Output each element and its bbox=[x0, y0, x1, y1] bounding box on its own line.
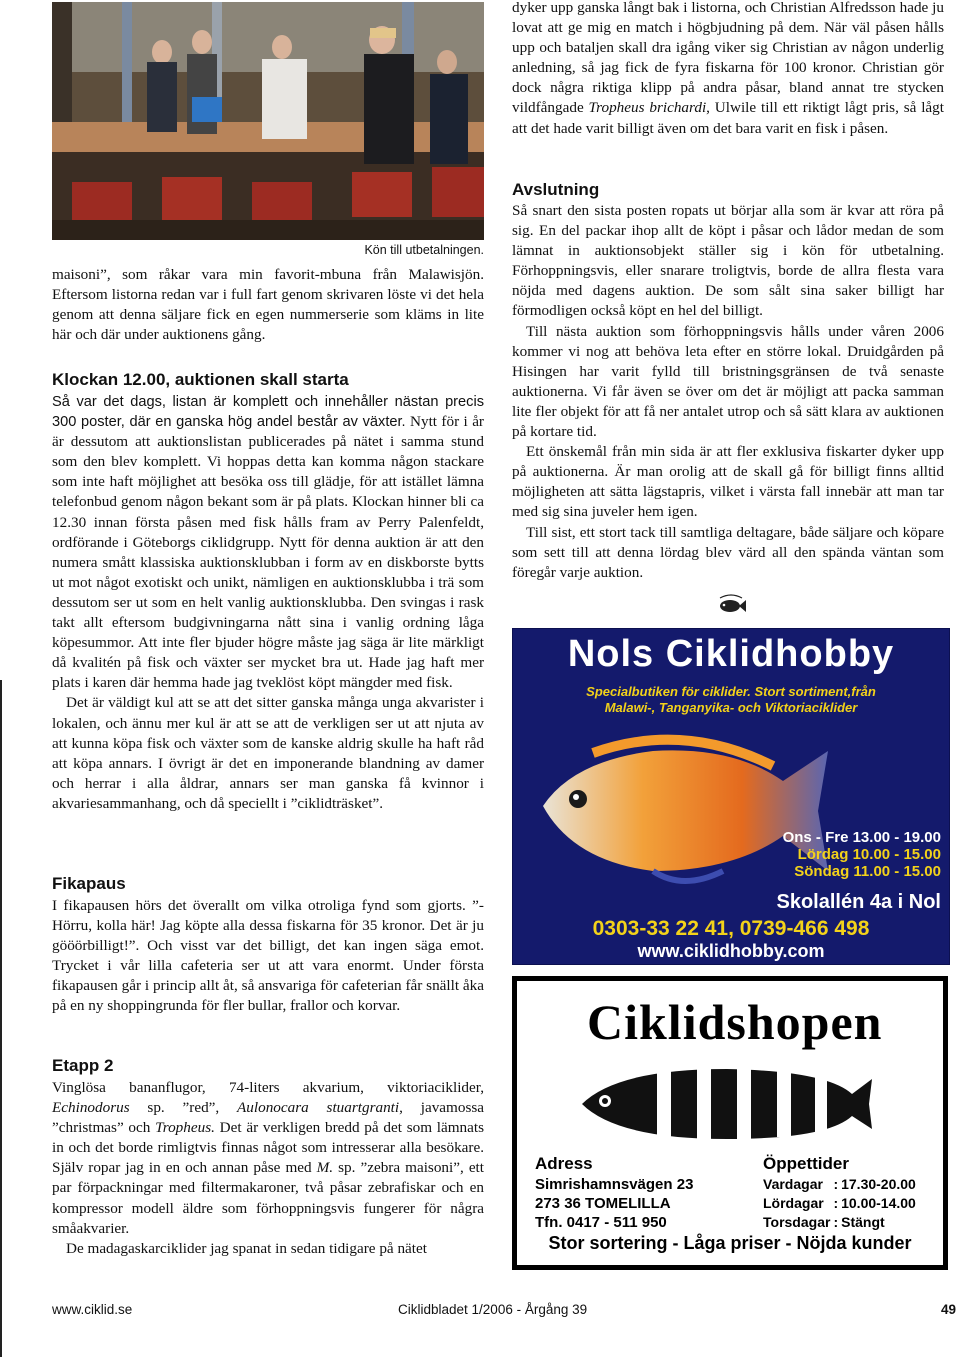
species-name: Aulonocara stuartgranti bbox=[237, 1099, 400, 1117]
ad-shop-phone: Tfn. 0417 - 511 950 bbox=[535, 1214, 667, 1231]
page-footer bbox=[52, 1302, 956, 1322]
ad-shop-street: Simrishamnsvägen 23 bbox=[535, 1176, 694, 1193]
ad-nols-hours-line: Lördag 10.00 - 15.00 bbox=[797, 846, 941, 863]
fikapaus-paragraph: I fikapausen hörs det överallt om vilka otroliga fynd som gjorts. ”- Hörru, kolla här! Jag köpte alla dessa fiskarna för 35 kronor. Det är ju gööörbilligt!”. Och visst var det billigt, det kan ingen säga emot. Trycket i vår lilla cafeteria ser ut att vara enormt. Under första fikapausen går i princip allt åt, så ansvariga för cafeterian får snällt åka på en ny shoppingrunda för fler bullar, frallor och korvar. bbox=[52, 897, 484, 1015]
continuation-paragraph bbox=[512, 0, 944, 139]
hours-time: 17.30-20.00 bbox=[841, 1176, 916, 1192]
ad-nols-tagline bbox=[513, 684, 949, 716]
etapp-text: sp. ”red”, bbox=[129, 1099, 238, 1117]
etapp-text: , javamossa ”christmas” och bbox=[52, 1099, 485, 1137]
hours-row bbox=[763, 1175, 919, 1194]
ad-shop-title: Ciklidshopen bbox=[587, 994, 883, 1050]
hours-day: Lördagar bbox=[763, 1195, 824, 1211]
striped-cichlid-icon bbox=[577, 1059, 877, 1144]
ad-shop-city: 273 36 TOMELILLA bbox=[535, 1195, 671, 1212]
photo-caption: Kön till utbetalningen. bbox=[364, 243, 484, 257]
etapp-paragraph bbox=[52, 1078, 484, 1239]
ad-shop-hours-block bbox=[763, 1153, 919, 1232]
ad-ciklidshopen[interactable] bbox=[512, 976, 948, 1270]
klockan-paragraph-2: Det är väldigt kul att se att det sitter ganska många unga akvarister i lokalen, och ännu mer kul är att se att de verkligen ser ut att njuta av att kunna köpa fisk och växter som de kanske aldrig skulle ha haft råd att köpa annars. I övrigt är det en imponerande blandning av damer och herrar i alla åldrar, annars ser man ganska få kvinnor i akvariesammanhang, och då speciellt i ”ciklidträsket”. bbox=[52, 694, 484, 812]
ad-shop-hours-table bbox=[763, 1175, 919, 1232]
ad-nols-address: Skolallén 4a i Nol bbox=[776, 891, 941, 913]
etapp-paragraph-2: De madagaskarciklider jag spanat in sedan tidigare på nätet bbox=[66, 1239, 427, 1257]
species-name: Echinodorus bbox=[52, 1099, 130, 1117]
ad-shop-address-block bbox=[535, 1153, 693, 1232]
ad-nols-hours bbox=[741, 829, 941, 880]
auction-photo bbox=[52, 2, 484, 240]
ad-shop-address-label: Adress bbox=[535, 1154, 593, 1173]
hours-sep: : bbox=[833, 1176, 839, 1192]
heading-fikapaus: Fikapaus bbox=[52, 874, 126, 893]
ad-nols-ciklidhobby[interactable] bbox=[512, 628, 950, 965]
avslutning-paragraph-4: Till sist, ett stort tack till samtliga deltagare, både säljare och köpare som sett till att denna lördag blev värd all den spända väntan som föregår varje auktion. bbox=[512, 523, 944, 581]
species-name: Tropheus. bbox=[155, 1119, 215, 1137]
species-name: M. bbox=[316, 1159, 334, 1177]
intro-paragraph: maisoni”, som råkar vara min favorit-mbuna från Malawisjön. Eftersom listorna redan var i full fart genom skrivaren löste vi det hela genom att denna säljare fick en egen nummerserie som kläms in lite här och där under auktionens gång. bbox=[52, 266, 484, 344]
etapp-text: sp. ”zebra maisoni”, ett par förpackningar med filtermakaroner, två påsar zebrafiskar och en kompressor modell äldre som förhoppningsvis fungerer för några småakvarier. bbox=[52, 1159, 484, 1237]
hours-day: Torsdagar bbox=[763, 1214, 831, 1230]
continuation-text: dyker upp ganska långt bak i listorna, och Christian Alfredsson hade ju lovat att ge mig en match i högbjudning på dem. När väl påsen hålls upp och bataljen skall dra igång viker sig Christian av någon underlig anledning, så jag fick de fyra fiskarna för 100 kronor. Christian gör dock några riktiga klipp på andra påsar, bland annat tre stycken vildfångade bbox=[512, 0, 944, 117]
ad-nols-tagline-line: Malawi-, Tanganyika- och Viktoriaciklider bbox=[604, 700, 858, 715]
heading-klockan: Klockan 12.00, auktionen skall starta bbox=[52, 370, 349, 389]
hours-time: 10.00-14.00 bbox=[841, 1195, 916, 1211]
page-number: 49 bbox=[940, 1302, 956, 1317]
hours-row bbox=[763, 1213, 919, 1232]
footer-site-link[interactable]: www.ciklid.se bbox=[52, 1302, 133, 1317]
ad-nols-phone: 0303-33 22 41, 0739-466 498 bbox=[592, 917, 870, 940]
species-name: Tropheus brichardi bbox=[588, 99, 707, 117]
ad-nols-hours-line: Söndag 11.00 - 15.00 bbox=[794, 863, 941, 880]
end-mark-fish-icon bbox=[716, 594, 746, 621]
hours-row bbox=[763, 1194, 919, 1213]
avslutning-paragraph-1: Så snart den sista posten ropats ut börjar alla som är kvar att röra på sig. En del packar ihop allt de köpt i påsar och lådor medan de som lämnat in auktionsobjekt ställer sig i kön för utbetalning. Förhoppningsvis, eller snarare troligtvis, borde de allra flesta vara nöjda med dagens auktion. De som sålt sina saker billigt har förmodligen också köpt en hel del billigt. bbox=[512, 202, 944, 320]
ad-nols-title: Nols Ciklidhobby bbox=[567, 633, 895, 675]
ad-nols-tagline-line: Specialbutiken för ciklider. Stort sortiment,från bbox=[586, 684, 876, 699]
hours-sep: : bbox=[833, 1214, 839, 1230]
hours-sep: : bbox=[833, 1195, 839, 1211]
ad-nols-hours-line: Ons - Fre 13.00 - 19.00 bbox=[782, 829, 941, 846]
heading-etapp-2: Etapp 2 bbox=[52, 1056, 114, 1075]
ad-shop-slogan: Stor sortering - Låga priser - Nöjda kunder bbox=[548, 1233, 912, 1253]
hours-day: Vardagar bbox=[763, 1176, 823, 1192]
ad-nols-website-link[interactable]: www.ciklidhobby.com bbox=[637, 941, 825, 961]
hours-time: Stängt bbox=[841, 1214, 885, 1230]
etapp-text: Vinglösa bananflugor, 74-liters akvarium, viktoriaciklider, bbox=[52, 1079, 484, 1096]
etapp-text: Det är verkligen bredd på det som lämnats in och det borde rimligtvis finnas något som intresserar alla besökare. Själv ropar jag in en och annan påse med bbox=[52, 1119, 484, 1177]
page-edge-divider bbox=[0, 680, 2, 1357]
avslutning-paragraph-2: Till nästa auktion som förhoppningsvis hålls under våren 2006 kommer vi nog att behöva leta efter en större lokal. Druidgården på Hisingen har varit fylld till bristningsgränsen de två senaste auktionerna. Vi får även se över om det är möjligt att packa samman lite fler objekt för att få ner antalet utrop och så sätt klara av auktionen på kortare tid. bbox=[512, 322, 944, 441]
klockan-body: Nytt för i år är dessutom att auktionslistan publicerades på nätet i samma stund som den blev komplett. Vi hoppas detta kan komma någon stackare som inte haft möjlighet att besöka oss till glädje, för att istället lämna telefonbud genom någon bekant som är på plats. Klockan hinner bli ca 12.30 innan första påsen med fisk hålls fram av Perry Palenfeldt, ordförande i Göteborgs ciklidgrupp. Nytt för denna auktion är att den numera smått klassiska auktionsklubban i form av en diskborste bytts ut mot något exotiskt och unikt, nämligen en auktionsklubba i trä som dessutom ser ut som en helt vanlig auktionsklubba. Den svingas i rask takt allt eftersom budgivningarna nått sina i vanlig ordning låga köpesummor. Att inte fler bjuder högre måste jag säga är lite märkligt då kvalitén på fisk och växter ser mycket bra ut. Hade jag haft mer plats i karen där hemma hade jag tveklöst köpt mängder med fisk. bbox=[52, 413, 484, 692]
avslutning-paragraph-3: Ett önskemål från min sida är att fler exklusiva fiskarter dyker upp på auktionerna. Är man orolig att de skall gå för billigt finns alltid möjligheten att sätta lägstapris, vilket i värsta fall innebär att man tar med sig sina juveler hem igen. bbox=[512, 443, 944, 521]
klockan-paragraph bbox=[52, 392, 484, 693]
ad-shop-hours-label: Öppettider bbox=[763, 1154, 849, 1173]
continuation-text: , Ulwile till ett riktigt lågt pris, så lågt att det hade varit billigt även om det bara varit en fisk i påsen. bbox=[512, 99, 944, 137]
footer-issue: Ciklidbladet 1/2006 - Årgång 39 bbox=[398, 1302, 588, 1317]
heading-avslutning: Avslutning bbox=[512, 180, 600, 199]
klockan-lead: Så var det dags, listan är komplett och innehåller nästan precis 300 poster, där en ganska hög andel består av växter. bbox=[52, 394, 484, 431]
